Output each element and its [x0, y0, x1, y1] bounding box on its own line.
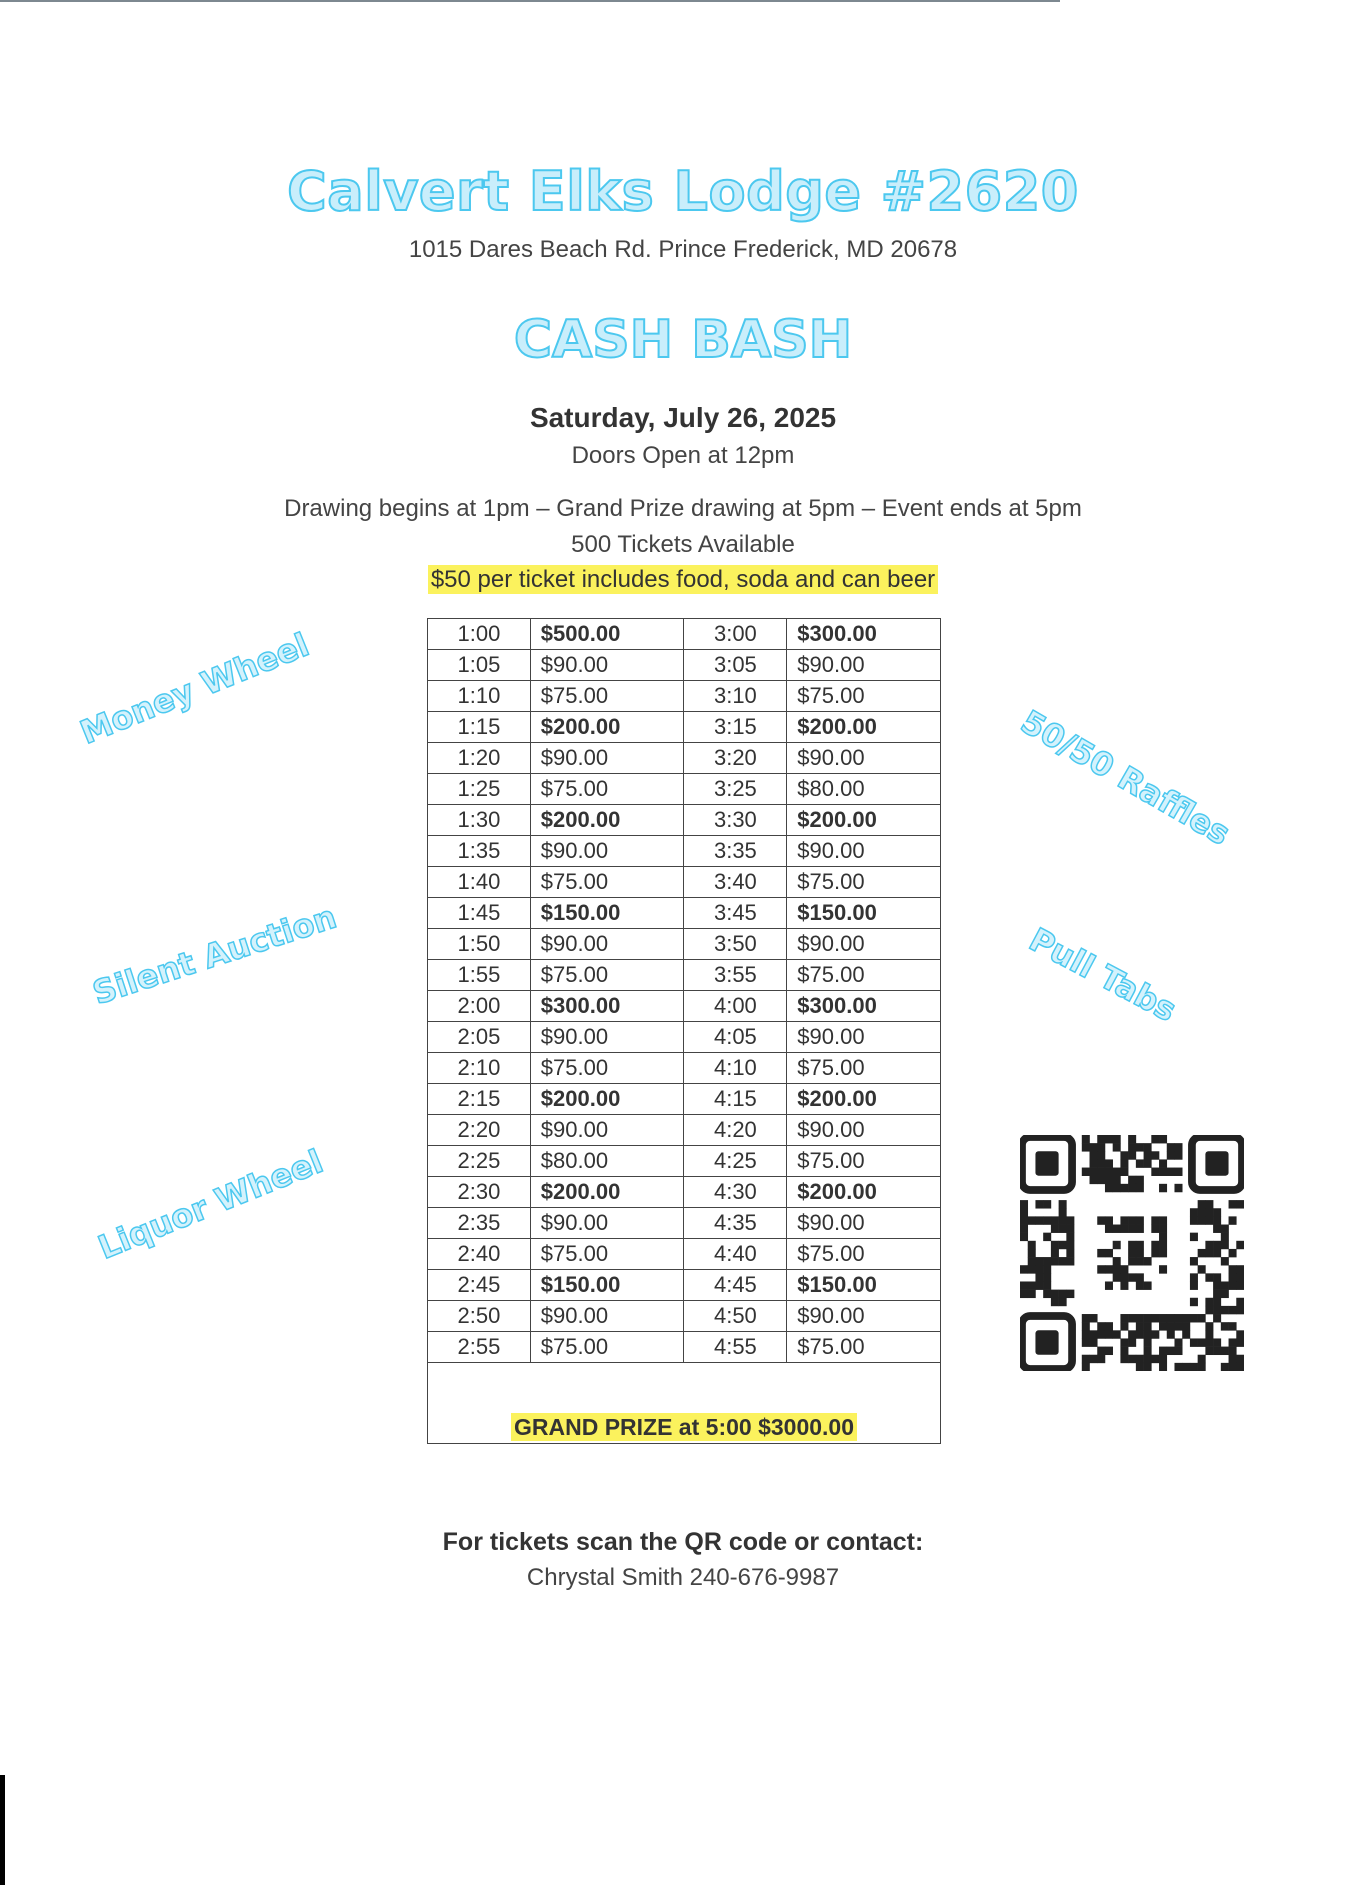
table-row: [428, 1301, 941, 1332]
table-row: [428, 1239, 941, 1270]
table-row: [428, 836, 941, 867]
time-cell: 2:00: [428, 991, 531, 1022]
time-cell: 1:40: [428, 867, 531, 898]
amount-cell: $90.00: [787, 929, 941, 960]
money-wheel-label: Money Wheel: [74, 625, 315, 752]
time-cell: 2:20: [428, 1115, 531, 1146]
time-cell: 2:15: [428, 1084, 531, 1115]
time-cell: 4:35: [684, 1208, 787, 1239]
raffles-label: 50/50 Raffles: [1014, 702, 1237, 853]
table-row: [428, 805, 941, 836]
table-row: [428, 1177, 941, 1208]
amount-cell: $80.00: [787, 774, 941, 805]
table-row: [428, 929, 941, 960]
ticket-price-line: [0, 566, 1366, 594]
amount-cell: $150.00: [530, 1270, 684, 1301]
amount-cell: $75.00: [530, 1053, 684, 1084]
amount-cell: $90.00: [787, 836, 941, 867]
amount-cell: $75.00: [530, 681, 684, 712]
liquor-wheel-label: Liquor Wheel: [92, 1142, 329, 1267]
time-cell: 4:40: [684, 1239, 787, 1270]
amount-cell: $90.00: [530, 836, 684, 867]
amount-cell: $90.00: [530, 650, 684, 681]
contact-info: Chrystal Smith 240-676-9987: [526, 1564, 840, 1591]
time-cell: 3:00: [684, 619, 787, 650]
time-cell: 1:10: [428, 681, 531, 712]
time-cell: 3:45: [684, 898, 787, 929]
table-row: [428, 898, 941, 929]
doors-open-text: Doors Open at 12pm: [571, 442, 795, 469]
time-cell: 1:35: [428, 836, 531, 867]
time-cell: 1:00: [428, 619, 531, 650]
tickets-available-text: 500 Tickets Available: [571, 531, 795, 558]
amount-cell: $200.00: [787, 1084, 941, 1115]
time-cell: 4:00: [684, 991, 787, 1022]
time-cell: 3:25: [684, 774, 787, 805]
time-cell: 3:55: [684, 960, 787, 991]
time-cell: 4:15: [684, 1084, 787, 1115]
amount-cell: $90.00: [530, 929, 684, 960]
table-row: [428, 743, 941, 774]
table-row: [428, 774, 941, 805]
amount-cell: $150.00: [787, 898, 941, 929]
amount-cell: $90.00: [530, 1301, 684, 1332]
amount-cell: $75.00: [530, 1239, 684, 1270]
table-spacer-row: [428, 1363, 941, 1412]
qr-code-icon[interactable]: [1020, 1135, 1244, 1371]
spacer-cell: [428, 1363, 941, 1412]
time-cell: 4:50: [684, 1301, 787, 1332]
amount-cell: $90.00: [787, 1301, 941, 1332]
table-row: [428, 681, 941, 712]
prize-table-body: [428, 619, 941, 1444]
amount-cell: $75.00: [787, 960, 941, 991]
amount-cell: $90.00: [530, 743, 684, 774]
amount-cell: $150.00: [787, 1270, 941, 1301]
amount-cell: $90.00: [787, 743, 941, 774]
time-cell: 4:25: [684, 1146, 787, 1177]
amount-cell: $90.00: [530, 1208, 684, 1239]
amount-cell: $150.00: [530, 898, 684, 929]
time-cell: 2:40: [428, 1239, 531, 1270]
amount-cell: $90.00: [787, 1115, 941, 1146]
org-name: Calvert Elks Lodge #2620: [287, 160, 1079, 223]
scan-edge-mark: [0, 1775, 5, 1885]
time-cell: 4:45: [684, 1270, 787, 1301]
silent-auction-label: Silent Auction: [88, 897, 341, 1013]
time-cell: 4:05: [684, 1022, 787, 1053]
time-cell: 1:45: [428, 898, 531, 929]
table-row: [428, 1332, 941, 1363]
event-name: CASH BASH: [513, 310, 853, 370]
table-row: [428, 991, 941, 1022]
address: 1015 Dares Beach Rd. Prince Frederick, MD 20678: [408, 236, 958, 263]
time-cell: 1:05: [428, 650, 531, 681]
amount-cell: $75.00: [530, 960, 684, 991]
time-cell: 4:30: [684, 1177, 787, 1208]
table-row: [428, 1053, 941, 1084]
time-cell: 3:05: [684, 650, 787, 681]
amount-cell: $75.00: [530, 1332, 684, 1363]
table-row: [428, 619, 941, 650]
time-cell: 1:30: [428, 805, 531, 836]
table-row: [428, 1270, 941, 1301]
time-cell: 2:55: [428, 1332, 531, 1363]
time-cell: 3:10: [684, 681, 787, 712]
time-cell: 2:30: [428, 1177, 531, 1208]
scan-top-edge: [0, 0, 1060, 2]
amount-cell: $200.00: [530, 712, 684, 743]
table-row: [428, 1022, 941, 1053]
table-row: [428, 867, 941, 898]
time-cell: 2:05: [428, 1022, 531, 1053]
amount-cell: $75.00: [787, 867, 941, 898]
table-row: [428, 960, 941, 991]
time-cell: 2:25: [428, 1146, 531, 1177]
amount-cell: $300.00: [530, 991, 684, 1022]
amount-cell: $75.00: [530, 774, 684, 805]
amount-cell: $90.00: [787, 1208, 941, 1239]
time-cell: 3:30: [684, 805, 787, 836]
amount-cell: $75.00: [787, 1053, 941, 1084]
time-cell: 1:20: [428, 743, 531, 774]
amount-cell: $75.00: [787, 1332, 941, 1363]
amount-cell: $200.00: [787, 805, 941, 836]
time-cell: 4:10: [684, 1053, 787, 1084]
amount-cell: $200.00: [787, 1177, 941, 1208]
time-cell: 3:35: [684, 836, 787, 867]
amount-cell: $75.00: [787, 1146, 941, 1177]
amount-cell: $75.00: [787, 1239, 941, 1270]
time-cell: 3:20: [684, 743, 787, 774]
amount-cell: $200.00: [787, 712, 941, 743]
amount-cell: $200.00: [530, 805, 684, 836]
amount-cell: $75.00: [530, 867, 684, 898]
amount-cell: $90.00: [530, 1022, 684, 1053]
schedule-text: Drawing begins at 1pm – Grand Prize drawing at 5pm – Event ends at 5pm: [284, 495, 1082, 522]
table-row: [428, 650, 941, 681]
time-cell: 3:40: [684, 867, 787, 898]
time-cell: 2:35: [428, 1208, 531, 1239]
amount-cell: $500.00: [530, 619, 684, 650]
amount-cell: $200.00: [530, 1084, 684, 1115]
time-cell: 4:20: [684, 1115, 787, 1146]
amount-cell: $300.00: [787, 619, 941, 650]
time-cell: 1:55: [428, 960, 531, 991]
prize-schedule-table: [427, 618, 941, 1444]
time-cell: 3:50: [684, 929, 787, 960]
time-cell: 2:45: [428, 1270, 531, 1301]
ticket-price-highlight: $50 per ticket includes food, soda and can beer: [428, 565, 938, 594]
grand-prize-row: [428, 1411, 941, 1444]
time-cell: 3:15: [684, 712, 787, 743]
tickets-cta: For tickets scan the QR code or contact:: [442, 1528, 924, 1556]
grand-prize-text: GRAND PRIZE at 5:00 $3000.00: [511, 1413, 857, 1441]
table-row: [428, 1208, 941, 1239]
amount-cell: $90.00: [787, 650, 941, 681]
table-row: [428, 712, 941, 743]
table-row: [428, 1084, 941, 1115]
time-cell: 1:50: [428, 929, 531, 960]
amount-cell: $75.00: [787, 681, 941, 712]
time-cell: 1:15: [428, 712, 531, 743]
time-cell: 4:55: [684, 1332, 787, 1363]
amount-cell: $80.00: [530, 1146, 684, 1177]
time-cell: 1:25: [428, 774, 531, 805]
amount-cell: $90.00: [530, 1115, 684, 1146]
pull-tabs-label: Pull Tabs: [1023, 920, 1183, 1030]
time-cell: 2:50: [428, 1301, 531, 1332]
table-row: [428, 1115, 941, 1146]
time-cell: 2:10: [428, 1053, 531, 1084]
amount-cell: $300.00: [787, 991, 941, 1022]
amount-cell: $90.00: [787, 1022, 941, 1053]
table-row: [428, 1146, 941, 1177]
amount-cell: $200.00: [530, 1177, 684, 1208]
grand-prize-cell: [428, 1411, 941, 1444]
event-date: Saturday, July 26, 2025: [529, 402, 837, 433]
